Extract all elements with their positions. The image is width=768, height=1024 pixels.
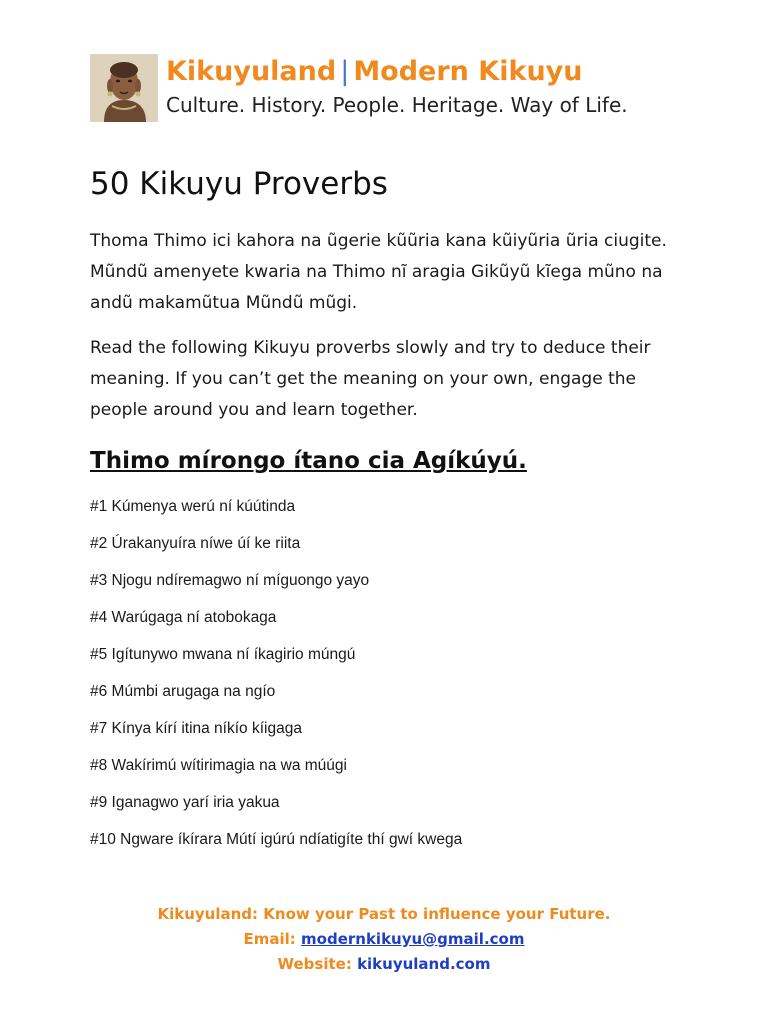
proverb-item: #5 Igítunywo mwana ní íkagirio múngú (90, 646, 356, 663)
website-link[interactable]: kikuyuland.com (357, 955, 491, 973)
proverbs-subheading: Thimo mírongo ítano cia Agíkúyú. (90, 448, 527, 474)
page-footer (0, 902, 768, 977)
brand-title (166, 56, 582, 88)
site-header (90, 52, 690, 124)
proverb-item: #4 Warúgaga ní atobokaga (90, 609, 277, 626)
proverb-item: #9 Iganagwo yarí iria yakua (90, 794, 280, 811)
proverb-item: #2 Úrakanyuíra níwe úí ke riita (90, 535, 301, 552)
brand-separator: | (340, 56, 350, 87)
brand-tagline: Culture. History. People. Heritage. Way of Life. (166, 93, 628, 117)
brand-name-modern-kikuyu: Modern Kikuyu (353, 56, 583, 87)
intro-english-paragraph: Read the following Kikuyu proverbs slowly and try to deduce their meaning. If you can’t get the meaning on your own, engage the people around you and learn together. (90, 338, 651, 420)
footer-email-line (0, 927, 768, 952)
proverb-item: #10 Ngware íkírara Mútí igúrú ndíatigíte thí gwí kwega (90, 831, 463, 848)
portrait-logo-icon (90, 54, 158, 122)
proverb-item: #7 Kínya kírí itina níkío kíigaga (90, 720, 302, 737)
footer-slogan: Kikuyuland: Know your Past to influence your Future. (157, 905, 611, 923)
email-link[interactable]: modernkikuyu@gmail.com (301, 930, 525, 948)
intro-kikuyu-paragraph: Thoma Thimo ici kahora na ũgerie kũũria kana kũiyũria ũria ciugite. Mũndũ amenyete kwaria na Thimo nĩ aragia Gikũyũ kĩega mũno na andũ makamũtua Mũndũ mũgi. (90, 231, 667, 313)
footer-website-label: Website: (277, 955, 352, 973)
footer-email-label: Email: (243, 930, 296, 948)
proverb-item: #6 Múmbi arugaga na ngío (90, 683, 276, 700)
page-title: 50 Kikuyu Proverbs (90, 166, 388, 202)
proverb-item: #1 Kúmenya werú ní kúútinda (90, 498, 296, 515)
proverb-item: #8 Wakírimú wítirimagia na wa múúgi (90, 757, 347, 774)
brand-name-kikuyuland: Kikuyuland (166, 56, 337, 87)
proverb-item: #3 Njogu ndíremagwo ní míguongo yayo (90, 572, 370, 589)
proverb-list (90, 493, 690, 863)
footer-website-line (0, 952, 768, 977)
